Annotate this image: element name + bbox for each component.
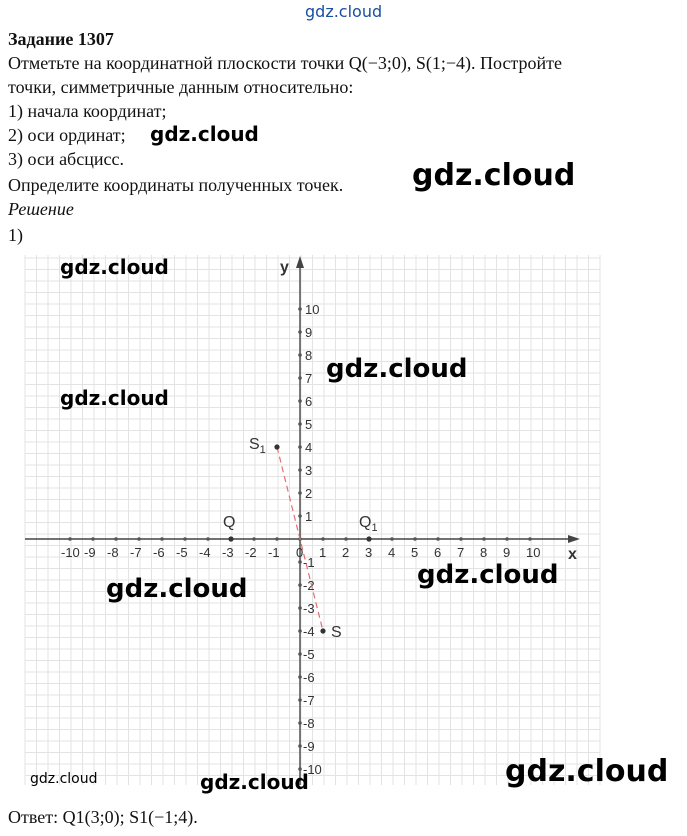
x-tick-dot — [206, 537, 210, 541]
y-tick-label: 6 — [305, 394, 313, 409]
y-tick-label: 2 — [305, 486, 313, 501]
coordinate-plane — [0, 250, 687, 795]
y-tick-label: 1 — [305, 509, 313, 524]
y-tick-dot — [298, 330, 302, 334]
x-tick-dot — [183, 537, 187, 541]
y-tick-dot — [298, 353, 302, 357]
y-tick-dot — [298, 698, 302, 702]
y-tick-label: -10 — [303, 762, 322, 777]
task-text-line2: точки, симметричные данным относительно: — [8, 77, 354, 97]
y-tick-dot — [298, 491, 302, 495]
x-tick-dot — [252, 537, 256, 541]
point-q — [228, 536, 233, 541]
y-tick-label: -8 — [303, 716, 315, 731]
x-tick-dot — [91, 537, 95, 541]
x-axis-arrow — [568, 535, 580, 543]
x-tick-label: -2 — [245, 545, 257, 560]
watermark-3: gdz.cloud — [326, 354, 468, 384]
x-tick-dot — [114, 537, 118, 541]
x-tick-dot — [482, 537, 486, 541]
answer-line: Ответ: Q1(3;0); S1(−1;4). — [8, 807, 198, 827]
point-label-subscript: 1 — [259, 444, 266, 456]
y-tick-label: -9 — [303, 739, 315, 754]
task-item-3: 3) оси абсцисс. — [8, 149, 124, 169]
y-tick-dot — [298, 721, 302, 725]
y-tick-dot — [298, 468, 302, 472]
x-tick-label: 3 — [365, 545, 373, 560]
x-tick-dot — [137, 537, 141, 541]
watermark-1: gdz.cloud — [60, 255, 169, 279]
y-tick-dot — [298, 376, 302, 380]
y-tick-label: 10 — [305, 302, 320, 317]
x-tick-label: 10 — [526, 545, 541, 560]
x-tick-label: 5 — [411, 545, 419, 560]
x-tick-label: 2 — [342, 545, 350, 560]
x-tick-label: -7 — [130, 545, 142, 560]
watermark-2: gdz.cloud — [60, 386, 169, 410]
watermark-4: gdz.cloud — [106, 574, 248, 604]
y-tick-dot — [298, 744, 302, 748]
y-tick-dot — [298, 583, 302, 587]
watermark-8: gdz.cloud — [30, 771, 98, 787]
task-item-1: 1) начала координат; — [8, 101, 167, 121]
y-axis-label: y — [280, 259, 289, 276]
point-q1 — [366, 536, 371, 541]
x-tick-dot — [413, 537, 417, 541]
y-tick-label: 3 — [305, 463, 313, 478]
y-tick-dot — [298, 307, 302, 311]
y-tick-dot — [298, 629, 302, 633]
x-tick-label: -1 — [268, 545, 280, 560]
x-tick-label: -3 — [222, 545, 234, 560]
task-item-2: 2) оси ординат; — [8, 125, 126, 145]
x-tick-label: 6 — [434, 545, 442, 560]
x-tick-dot — [436, 537, 440, 541]
y-tick-label: 5 — [305, 417, 313, 432]
x-tick-dot — [528, 537, 532, 541]
x-tick-dot — [505, 537, 509, 541]
y-tick-dot — [298, 445, 302, 449]
y-tick-label: -5 — [303, 647, 315, 662]
x-tick-dot — [344, 537, 348, 541]
x-tick-dot — [160, 537, 164, 541]
solution-part-1: 1) — [8, 225, 23, 245]
x-tick-label: 8 — [480, 545, 488, 560]
x-tick-label: 9 — [503, 545, 511, 560]
task-text-line1: Отметьте на координатной плоскости точки Q(−3;0), S(1;−4). Постройте — [8, 53, 563, 73]
y-tick-dot — [298, 606, 302, 610]
point-s1 — [274, 444, 279, 449]
watermark-7: gdz.cloud — [200, 770, 309, 794]
y-tick-dot — [298, 514, 302, 518]
y-tick-label: 7 — [305, 371, 313, 386]
x-tick-dot — [68, 537, 72, 541]
watermark-6: gdz.cloud — [505, 754, 669, 789]
x-tick-label: 1 — [319, 545, 327, 560]
y-tick-label: -3 — [303, 601, 315, 616]
x-tick-dot — [275, 537, 279, 541]
y-tick-label: -2 — [303, 578, 315, 593]
point-label-s: S — [331, 624, 342, 641]
y-tick-dot — [298, 652, 302, 656]
solution-heading: Решение — [8, 199, 74, 219]
task-title: Задание 1307 — [8, 29, 114, 49]
watermark-10: gdz.cloud — [412, 158, 576, 193]
y-tick-dot — [298, 399, 302, 403]
x-tick-label: 4 — [388, 545, 396, 560]
y-tick-label: 8 — [305, 348, 313, 363]
point-label-q1: $Q_1$ — [359, 514, 378, 534]
x-tick-dot — [321, 537, 325, 541]
watermark-5: gdz.cloud — [417, 560, 559, 590]
y-tick-label: -7 — [303, 693, 315, 708]
y-tick-dot — [298, 422, 302, 426]
y-tick-label: 9 — [305, 325, 313, 340]
task-text-line3: Определите координаты полученных точек. — [8, 175, 344, 195]
y-tick-dot — [298, 675, 302, 679]
x-tick-dot — [459, 537, 463, 541]
y-tick-label: -6 — [303, 670, 315, 685]
x-tick-label: -5 — [176, 545, 188, 560]
y-tick-dot — [298, 560, 302, 564]
x-tick-label: -6 — [153, 545, 165, 560]
point-label-q: Q — [223, 514, 236, 531]
y-tick-label: -4 — [303, 624, 315, 639]
point-s — [320, 628, 325, 633]
y-tick-label: 4 — [305, 440, 313, 455]
point-label-s1: $S_1$ — [249, 436, 266, 456]
x-axis-label: x — [568, 546, 577, 563]
y-tick-label: -1 — [303, 555, 315, 570]
x-tick-label: 0 — [296, 545, 304, 560]
point-label-subscript: 1 — [371, 522, 378, 534]
x-tick-dot — [390, 537, 394, 541]
x-tick-label: -9 — [84, 545, 96, 560]
watermark-top: gdz.cloud — [305, 2, 383, 21]
x-tick-label: -4 — [199, 545, 211, 560]
x-tick-label: -10 — [61, 545, 80, 560]
x-tick-label: 7 — [457, 545, 465, 560]
x-tick-label: -8 — [107, 545, 119, 560]
watermark-9: gdz.cloud — [150, 122, 259, 146]
